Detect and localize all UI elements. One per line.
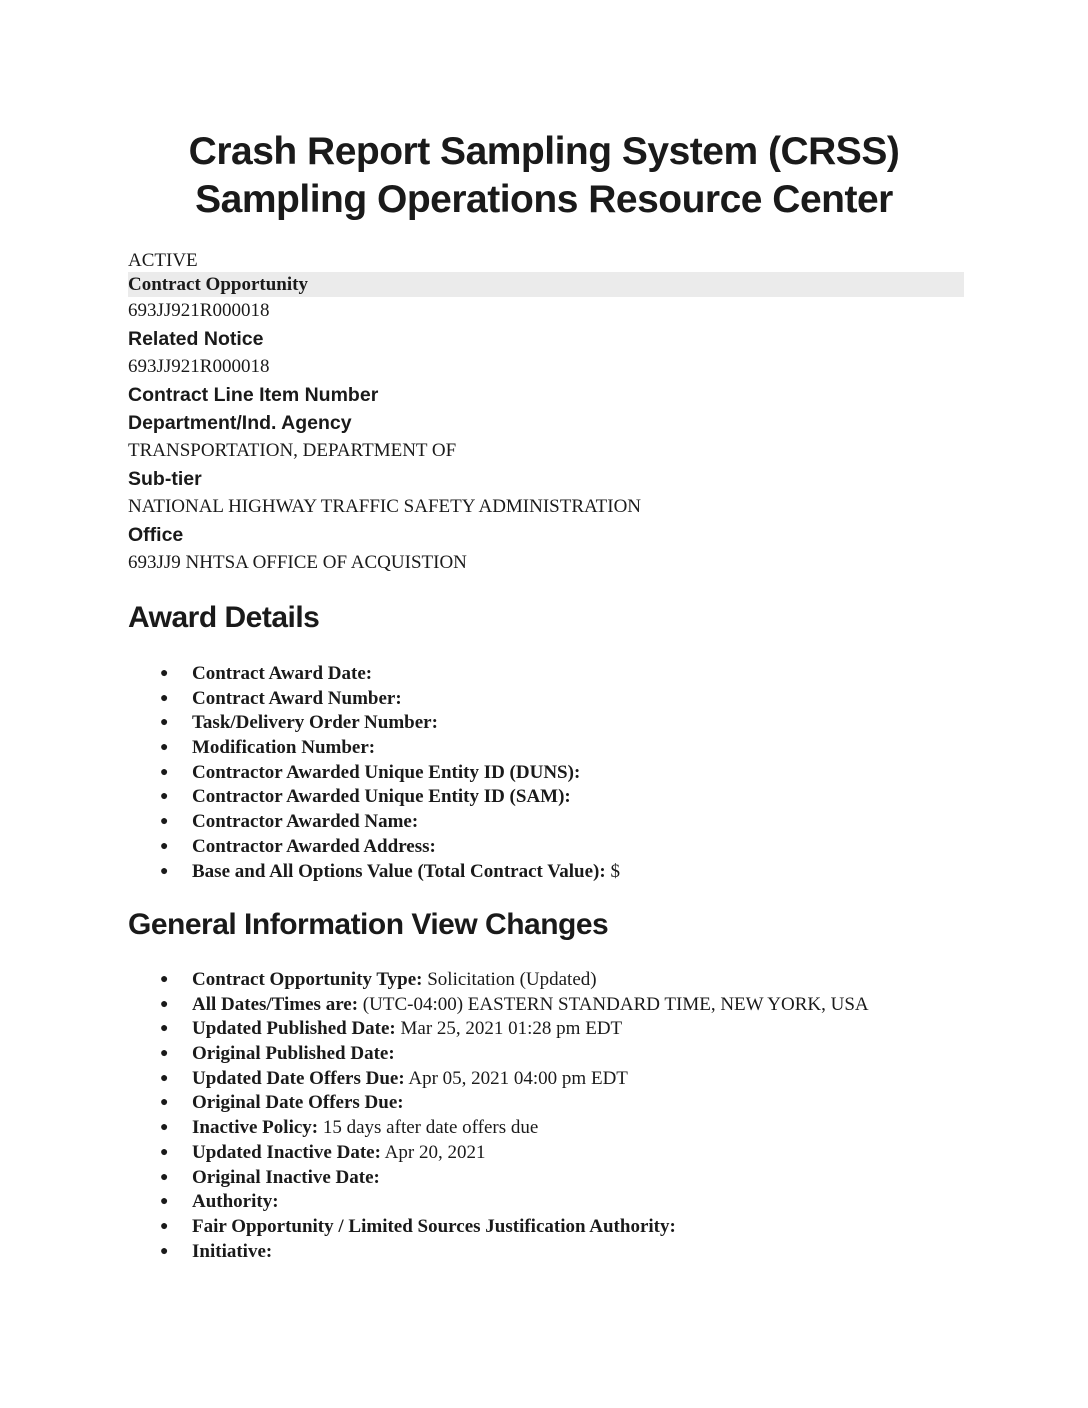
list-item bbox=[128, 761, 1028, 786]
bullet-icon: ● bbox=[160, 838, 169, 854]
bullet-icon: ● bbox=[160, 1194, 169, 1210]
item-label: Contract Award Date: bbox=[192, 663, 373, 684]
item-label: Fair Opportunity / Limited Sources Justification Authority: bbox=[192, 1215, 676, 1237]
general-info-heading: General Information View Changes bbox=[128, 908, 609, 941]
item-value: Mar 25, 2021 01:28 pm EDT bbox=[400, 1018, 623, 1040]
item-label: Contract Award Number: bbox=[192, 687, 402, 709]
list-item bbox=[128, 1215, 1028, 1240]
item-label: Contractor Awarded Unique Entity ID (DUNS): bbox=[192, 761, 581, 783]
item-value: Apr 05, 2021 04:00 pm EDT bbox=[408, 1067, 628, 1089]
item-value: Apr 20, 2021 bbox=[384, 1141, 486, 1163]
contract-opportunity-value: 693JJ921R000018 bbox=[128, 300, 270, 321]
item-value: 15 days after date offers due bbox=[322, 1117, 539, 1139]
bullet-icon: ● bbox=[160, 1095, 169, 1111]
list-item bbox=[128, 736, 1028, 761]
list-item bbox=[128, 1067, 1028, 1092]
item-label: Task/Delivery Order Number: bbox=[192, 712, 438, 734]
list-item bbox=[128, 1017, 1028, 1042]
subtier-label: Sub-tier bbox=[128, 468, 202, 490]
item-label: Original Inactive Date: bbox=[192, 1166, 380, 1188]
item-label: Contractor Awarded Address: bbox=[192, 835, 436, 857]
list-item bbox=[128, 687, 1028, 712]
item-value: $ bbox=[610, 860, 620, 882]
general-info-list bbox=[128, 968, 1028, 1264]
related-notice-value: 693JJ921R000018 bbox=[128, 356, 270, 377]
bullet-icon: ● bbox=[160, 764, 169, 780]
bullet-icon: ● bbox=[160, 666, 169, 681]
list-item bbox=[128, 1141, 1028, 1166]
bullet-icon: ● bbox=[160, 1169, 169, 1185]
list-item bbox=[128, 662, 1028, 687]
bullet-icon: ● bbox=[160, 740, 169, 756]
bullet-icon: ● bbox=[160, 715, 169, 731]
document-title bbox=[0, 128, 1088, 224]
item-label: Base and All Options Value (Total Contract Value): bbox=[192, 860, 606, 882]
title-line-2: Sampling Operations Resource Center bbox=[195, 178, 893, 221]
item-label: Contractor Awarded Unique Entity ID (SAM): bbox=[192, 786, 571, 808]
notice-metadata bbox=[128, 250, 964, 577]
item-label: Inactive Policy: bbox=[192, 1117, 319, 1139]
item-label: Updated Inactive Date: bbox=[192, 1141, 381, 1163]
list-item bbox=[128, 1116, 1028, 1141]
bullet-icon: ● bbox=[160, 1070, 169, 1086]
bullet-icon: ● bbox=[160, 1120, 169, 1136]
item-label: Updated Published Date: bbox=[192, 1018, 396, 1040]
bullet-icon: ● bbox=[160, 1021, 169, 1037]
list-item bbox=[128, 835, 1028, 860]
list-item bbox=[128, 993, 1028, 1018]
list-item bbox=[128, 1240, 1028, 1265]
bullet-icon: ● bbox=[160, 1218, 169, 1234]
list-item bbox=[128, 711, 1028, 736]
bullet-icon: ● bbox=[160, 814, 169, 830]
clin-label: Contract Line Item Number bbox=[128, 384, 379, 406]
bullet-icon: ● bbox=[160, 863, 169, 879]
contract-opportunity-label: Contract Opportunity bbox=[128, 272, 964, 297]
item-label: Modification Number: bbox=[192, 737, 376, 759]
status-badge: ACTIVE bbox=[128, 250, 198, 271]
item-value: Solicitation (Updated) bbox=[427, 969, 597, 990]
bullet-icon: ● bbox=[160, 1243, 169, 1259]
item-label: Updated Date Offers Due: bbox=[192, 1067, 405, 1089]
bullet-icon: ● bbox=[160, 996, 169, 1012]
item-label: Contract Opportunity Type: bbox=[192, 969, 423, 990]
bullet-icon: ● bbox=[160, 1144, 169, 1160]
related-notice-label: Related Notice bbox=[128, 328, 264, 350]
department-value: TRANSPORTATION, DEPARTMENT OF bbox=[128, 440, 457, 461]
subtier-value: NATIONAL HIGHWAY TRAFFIC SAFETY ADMINISTRATION bbox=[128, 496, 642, 517]
bullet-icon: ● bbox=[160, 972, 169, 987]
list-item bbox=[128, 860, 1028, 885]
title-line-1: Crash Report Sampling System (CRSS) bbox=[188, 130, 900, 173]
award-details-heading: Award Details bbox=[128, 601, 320, 634]
item-value: (UTC-04:00) EASTERN STANDARD TIME, NEW YORK, USA bbox=[362, 993, 869, 1015]
office-label: Office bbox=[128, 524, 184, 546]
department-label: Department/Ind. Agency bbox=[128, 412, 352, 434]
list-item bbox=[128, 1091, 1028, 1116]
award-details-list bbox=[128, 662, 1028, 884]
item-label: Original Published Date: bbox=[192, 1043, 395, 1065]
item-label: Contractor Awarded Name: bbox=[192, 811, 419, 833]
item-label: All Dates/Times are: bbox=[192, 993, 359, 1015]
bullet-icon: ● bbox=[160, 789, 169, 805]
list-item bbox=[128, 785, 1028, 810]
office-value: 693JJ9 NHTSA OFFICE OF ACQUISTION bbox=[128, 552, 467, 573]
list-item bbox=[128, 1166, 1028, 1191]
bullet-icon: ● bbox=[160, 1046, 169, 1062]
list-item bbox=[128, 1042, 1028, 1067]
item-label: Original Date Offers Due: bbox=[192, 1092, 404, 1114]
item-label: Initiative: bbox=[192, 1240, 273, 1262]
bullet-icon: ● bbox=[160, 690, 169, 706]
item-label: Authority: bbox=[192, 1191, 279, 1213]
list-item bbox=[128, 968, 1028, 993]
list-item bbox=[128, 810, 1028, 835]
list-item bbox=[128, 1190, 1028, 1215]
